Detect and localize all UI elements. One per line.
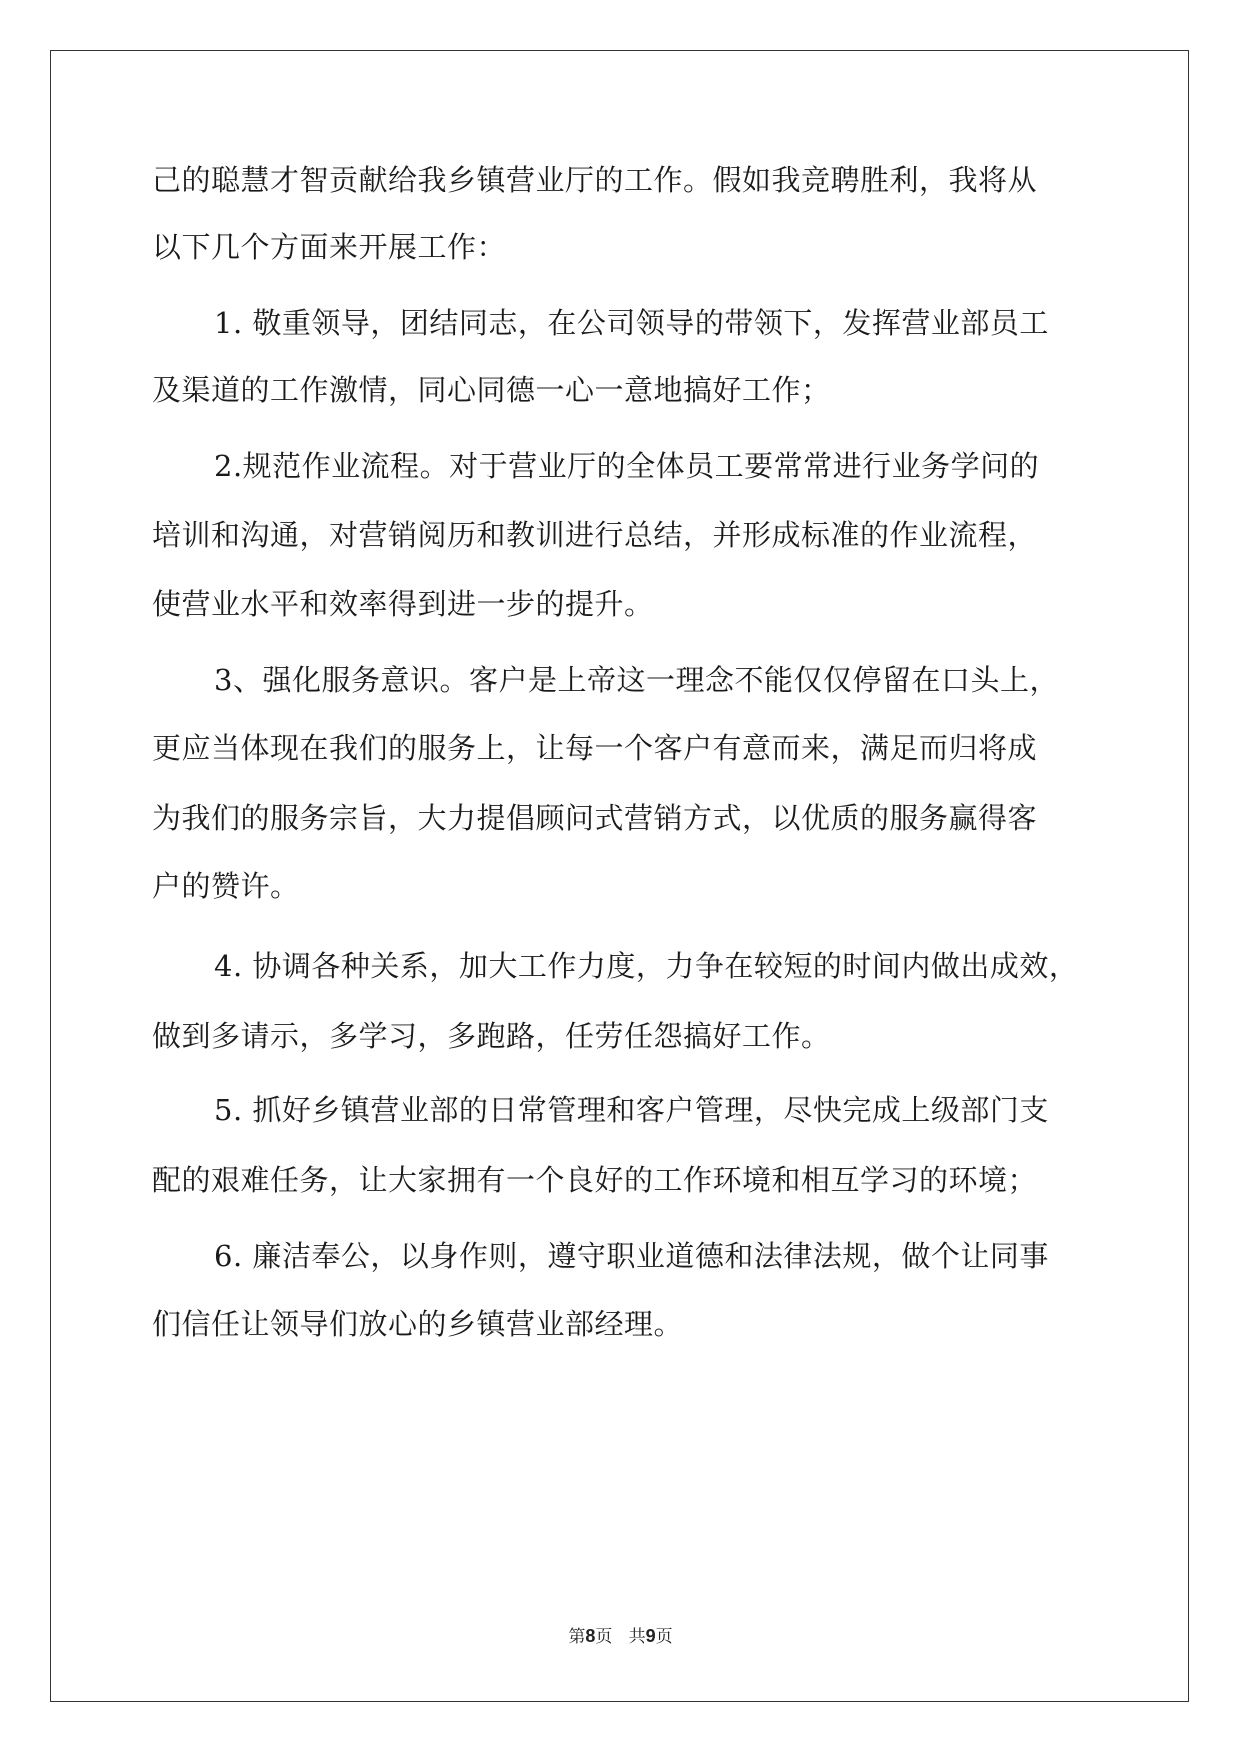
footer-prefix: 第 xyxy=(568,1627,586,1647)
footer-page-word: 页 xyxy=(595,1627,613,1647)
text-line: 以下几个方面来开展工作： xyxy=(152,230,507,264)
text-line: 为我们的服务宗旨，大力提倡顾问式营销方式，以优质的服务赢得客 xyxy=(152,801,1038,835)
footer-total-prefix: 共 xyxy=(628,1627,646,1647)
list-item-6: 6. 廉洁奉公，以身作则，遵守职业道德和法律法规，做个让同事 xyxy=(214,1239,1049,1273)
list-item-2: 2.规范作业流程。对于营业厅的全体员工要常常进行业务学问的 xyxy=(214,449,1040,483)
list-item-5: 5. 抓好乡镇营业部的日常管理和客户管理，尽快完成上级部门支 xyxy=(214,1093,1049,1127)
text-line: 户的赞许。 xyxy=(152,869,300,903)
list-item-1: 1. 敬重领导，团结同志，在公司领导的带领下，发挥营业部员工 xyxy=(214,306,1049,340)
text-line: 及渠道的工作激情，同心同德一心一意地搞好工作； xyxy=(152,373,831,407)
footer-total-word: 页 xyxy=(655,1627,673,1647)
text-line: 做到多请示，多学习，多跑路，任劳任怨搞好工作。 xyxy=(152,1019,831,1053)
text-line: 们信任让领导们放心的乡镇营业部经理。 xyxy=(152,1307,684,1341)
text-line: 培训和沟通，对营销阅历和教训进行总结，并形成标准的作业流程， xyxy=(152,518,1038,552)
text-line: 配的艰难任务，让大家拥有一个良好的工作环境和相互学习的环境； xyxy=(152,1163,1038,1197)
total-pages-number: 9 xyxy=(645,1626,656,1646)
list-item-3: 3、强化服务意识。客户是上帝这一理念不能仅仅停留在口头上， xyxy=(214,663,1059,697)
text-line: 己的聪慧才智贡献给我乡镇营业厅的工作。假如我竞聘胜利，我将从 xyxy=(152,163,1038,197)
text-line: 使营业水平和效率得到进一步的提升。 xyxy=(152,587,654,621)
text-line: 更应当体现在我们的服务上，让每一个客户有意而来，满足而归将成 xyxy=(152,731,1038,765)
list-item-4: 4. 协调各种关系，加大工作力度，力争在较短的时间内做出成效， xyxy=(214,949,1079,983)
page-footer xyxy=(0,1622,1241,1647)
current-page-number: 8 xyxy=(585,1626,596,1646)
